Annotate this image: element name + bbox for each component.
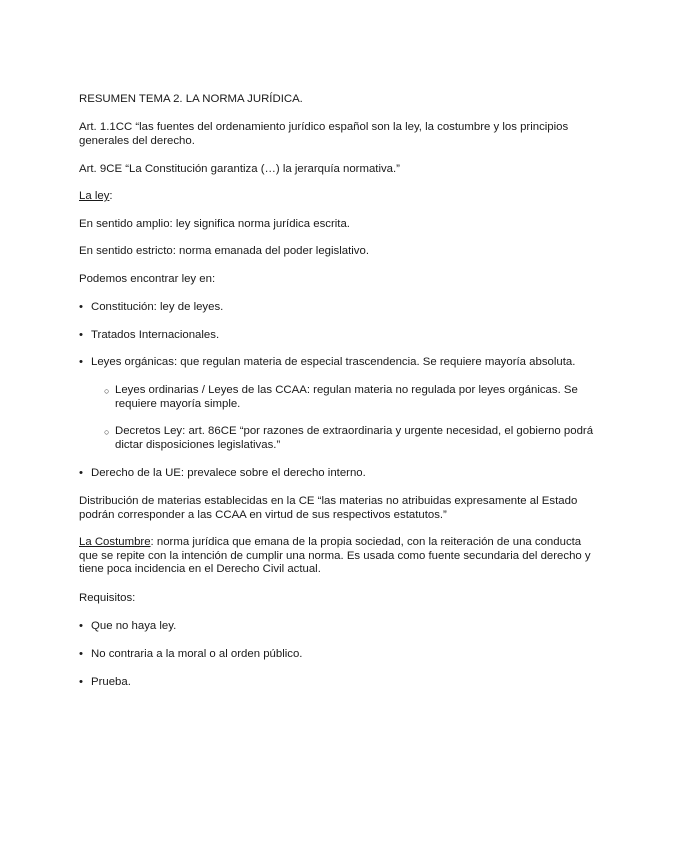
list-item: Leyes orgánicas: que regulan materia de especial trascendencia. Se requiere mayoría absoluta. xyxy=(91,356,576,368)
costumbre-heading-text: La Costumbre xyxy=(79,536,151,548)
ley-heading-text: La ley xyxy=(79,190,110,202)
paragraph-sentido-amplio: En sentido amplio: ley significa norma jurídica escrita. xyxy=(79,218,350,230)
doc-title: RESUMEN TEMA 2. LA NORMA JURÍDICA. xyxy=(79,93,303,105)
paragraph-costumbre xyxy=(79,536,599,577)
costumbre-text: : norma jurídica que emana de la propia sociedad, con la reiteración de una conducta que se repite con la intención de cumplir una norma. Es usada como fuente secundaria del derecho y tiene poca incidencia en el Derecho Civil actual. xyxy=(79,536,591,575)
bullet-icon: • xyxy=(79,467,83,479)
section-heading-ley xyxy=(79,190,599,204)
paragraph-podemos: Podemos encontrar ley en: xyxy=(79,273,216,285)
sub-bullet-icon: ○ xyxy=(104,386,110,396)
list-item: No contraria a la moral o al orden público. xyxy=(91,648,303,660)
sub-list-item: Leyes ordinarias / Leyes de las CCAA: regulan materia no regulada por leyes orgánicas. Se requiere mayoría simple. xyxy=(115,384,578,410)
paragraph-distribucion: Distribución de materias establecidas en la CE “las materias no atribuidas expresamente al Estado podrán corresponder a las CCAA en virtud de sus respectivos estatutos.” xyxy=(79,495,578,521)
bullet-icon: • xyxy=(79,301,83,313)
bullet-icon: • xyxy=(79,329,83,341)
bullet-icon: • xyxy=(79,620,83,632)
paragraph-requisitos: Requisitos: xyxy=(79,592,136,604)
paragraph-art-9: Art. 9CE “La Constitución garantiza (…) la jerarquía normativa.” xyxy=(79,163,400,175)
sub-bullet-icon: ○ xyxy=(104,427,110,437)
ley-heading-colon: : xyxy=(109,190,113,202)
bullet-icon: • xyxy=(79,356,83,368)
list-item: Constitución: ley de leyes. xyxy=(91,301,224,313)
sub-list-item: Decretos Ley: art. 86CE “por razones de extraordinaria y urgente necesidad, el gobierno podrá dictar disposiciones legislativas.” xyxy=(115,425,594,451)
list-item: Que no haya ley. xyxy=(91,620,177,632)
list-item: Prueba. xyxy=(91,676,131,688)
list-item: Tratados Internacionales. xyxy=(91,329,220,341)
paragraph-art-1: Art. 1.1CC “las fuentes del ordenamiento jurídico español son la ley, la costumbre y los principios generales del derecho. xyxy=(79,121,569,147)
bullet-icon: • xyxy=(79,648,83,660)
paragraph-sentido-estricto: En sentido estricto: norma emanada del poder legislativo. xyxy=(79,245,369,257)
list-item: Derecho de la UE: prevalece sobre el derecho interno. xyxy=(91,467,366,479)
bullet-icon: • xyxy=(79,676,83,688)
